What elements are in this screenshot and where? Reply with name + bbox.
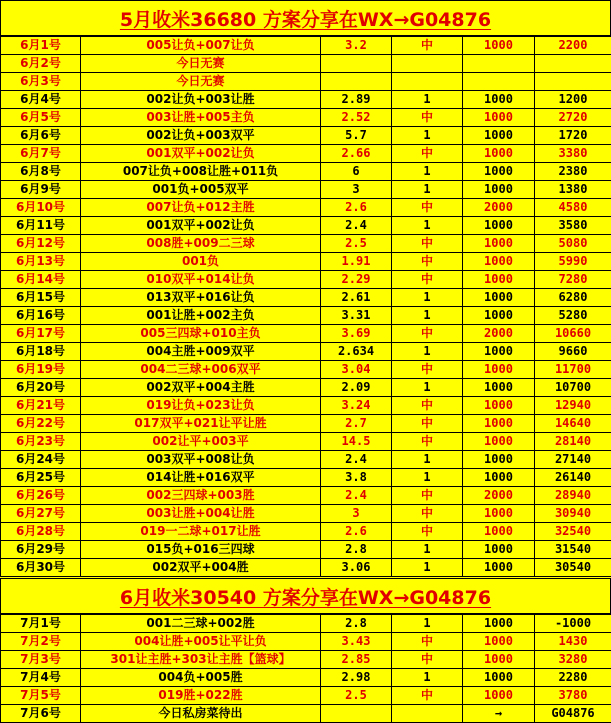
table-row [1,361,611,379]
result-cell: 中 [392,271,463,289]
table-row [1,73,611,91]
result-cell: 1 [392,127,463,145]
stake-cell: 1000 [463,343,535,361]
date-cell: 6月19号 [1,361,81,379]
stake-cell [463,73,535,91]
stake-cell: 2000 [463,199,535,217]
table-row [1,669,611,687]
plan-cell: 007让负+008让胜+011负 [81,163,321,181]
odds-cell: 2.4 [321,451,392,469]
total-cell: 1200 [535,91,611,109]
result-cell: 中 [392,687,463,705]
date-cell: 6月9号 [1,181,81,199]
odds-cell: 2.29 [321,271,392,289]
odds-cell: 1.91 [321,253,392,271]
date-cell: 7月6号 [1,705,81,723]
odds-cell [321,55,392,73]
total-cell: 10660 [535,325,611,343]
stake-cell: 1000 [463,109,535,127]
date-cell: 6月23号 [1,433,81,451]
stake-cell: 1000 [463,37,535,55]
stake-cell: → [463,705,535,723]
odds-cell: 2.6 [321,523,392,541]
total-cell: 7280 [535,271,611,289]
odds-cell: 2.66 [321,145,392,163]
table-row [1,307,611,325]
plan-cell: 今日私房菜待出 [81,705,321,723]
result-cell: 1 [392,451,463,469]
odds-cell: 3.8 [321,469,392,487]
result-cell: 中 [392,109,463,127]
result-cell: 中 [392,397,463,415]
total-cell: 30940 [535,505,611,523]
total-cell: 5280 [535,307,611,325]
date-cell: 6月1号 [1,37,81,55]
odds-cell: 3 [321,505,392,523]
total-cell: 2720 [535,109,611,127]
total-cell: 30540 [535,559,611,577]
plan-cell: 今日无赛 [81,55,321,73]
odds-cell [321,705,392,723]
date-cell: 6月20号 [1,379,81,397]
stake-cell: 1000 [463,451,535,469]
date-cell: 6月2号 [1,55,81,73]
odds-cell: 3.04 [321,361,392,379]
result-cell: 中 [392,633,463,651]
result-cell: 中 [392,235,463,253]
june-table [0,36,611,577]
date-cell: 6月22号 [1,415,81,433]
date-cell: 6月29号 [1,541,81,559]
result-cell: 中 [392,145,463,163]
result-cell: 中 [392,487,463,505]
table-row [1,523,611,541]
odds-cell: 2.634 [321,343,392,361]
stake-cell: 1000 [463,307,535,325]
date-cell: 6月30号 [1,559,81,577]
stake-cell: 1000 [463,633,535,651]
total-cell: 10700 [535,379,611,397]
date-cell: 6月16号 [1,307,81,325]
result-cell: 中 [392,415,463,433]
table-row [1,199,611,217]
stake-cell: 1000 [463,127,535,145]
date-cell: 7月4号 [1,669,81,687]
table-row [1,145,611,163]
odds-cell: 3 [321,181,392,199]
plan-cell: 004让胜+005让平让负 [81,633,321,651]
plan-cell: 001负+005双平 [81,181,321,199]
total-cell [535,73,611,91]
plan-cell: 004二三球+006双平 [81,361,321,379]
date-cell: 6月8号 [1,163,81,181]
odds-cell: 5.7 [321,127,392,145]
total-cell: -1000 [535,615,611,633]
odds-cell: 2.8 [321,615,392,633]
odds-cell: 2.8 [321,541,392,559]
total-cell: 28940 [535,487,611,505]
plan-cell: 005让负+007让负 [81,37,321,55]
odds-cell: 2.61 [321,289,392,307]
table-row [1,181,611,199]
table-row [1,271,611,289]
result-cell: 1 [392,181,463,199]
result-cell: 1 [392,559,463,577]
odds-cell: 2.4 [321,487,392,505]
plan-cell: 002让负+003双平 [81,127,321,145]
stake-cell: 1000 [463,145,535,163]
plan-cell: 017双平+021让平让胜 [81,415,321,433]
total-cell: 1430 [535,633,611,651]
stake-cell: 1000 [463,651,535,669]
plan-cell: 003双平+008让负 [81,451,321,469]
table-row [1,55,611,73]
stake-cell: 1000 [463,505,535,523]
date-cell: 7月1号 [1,615,81,633]
plan-cell: 001让胜+002主负 [81,307,321,325]
total-cell: 1380 [535,181,611,199]
stake-cell: 1000 [463,217,535,235]
table-row [1,687,611,705]
stake-cell: 1000 [463,397,535,415]
plan-cell: 301让主胜+303让主胜【篮球】 [81,651,321,669]
stake-cell: 1000 [463,433,535,451]
stake-cell: 1000 [463,615,535,633]
plan-cell: 001双平+002让负 [81,145,321,163]
total-cell [535,55,611,73]
total-cell: 31540 [535,541,611,559]
stake-cell: 1000 [463,523,535,541]
plan-cell: 013双平+016让负 [81,289,321,307]
odds-cell: 2.4 [321,217,392,235]
odds-cell: 3.69 [321,325,392,343]
result-cell: 1 [392,217,463,235]
stake-cell: 2000 [463,325,535,343]
table-row [1,633,611,651]
result-cell: 中 [392,433,463,451]
result-cell: 中 [392,199,463,217]
total-cell: 2280 [535,669,611,687]
odds-cell: 2.5 [321,235,392,253]
result-cell: 1 [392,343,463,361]
odds-cell: 3.24 [321,397,392,415]
total-cell: 4580 [535,199,611,217]
table-row [1,651,611,669]
plan-cell: 002双平+004胜 [81,559,321,577]
stake-cell: 2000 [463,487,535,505]
odds-cell: 3.06 [321,559,392,577]
result-cell: 中 [392,253,463,271]
date-cell: 6月15号 [1,289,81,307]
result-cell: 1 [392,289,463,307]
date-cell: 6月26号 [1,487,81,505]
date-cell: 6月3号 [1,73,81,91]
july-table [0,614,611,723]
stake-cell: 1000 [463,163,535,181]
odds-cell: 3.31 [321,307,392,325]
date-cell: 6月24号 [1,451,81,469]
plan-cell: 008胜+009二三球 [81,235,321,253]
result-cell: 1 [392,541,463,559]
total-cell: 3280 [535,651,611,669]
table-row [1,109,611,127]
result-cell: 中 [392,651,463,669]
date-cell: 6月11号 [1,217,81,235]
stake-cell: 1000 [463,541,535,559]
total-cell: 11700 [535,361,611,379]
table-row [1,253,611,271]
table-row [1,343,611,361]
plan-cell: 015负+016三四球 [81,541,321,559]
table-row [1,37,611,55]
table-row [1,469,611,487]
stake-cell: 1000 [463,253,535,271]
total-cell: 3580 [535,217,611,235]
total-cell: 3380 [535,145,611,163]
table-row [1,127,611,145]
plan-cell: 010双平+014让负 [81,271,321,289]
plan-cell: 019一二球+017让胜 [81,523,321,541]
table-row [1,415,611,433]
plan-cell: 002让负+003让胜 [81,91,321,109]
total-cell: 6280 [535,289,611,307]
total-cell: 5990 [535,253,611,271]
total-cell: 9660 [535,343,611,361]
table-row [1,487,611,505]
result-cell: 中 [392,361,463,379]
date-cell: 6月4号 [1,91,81,109]
total-cell: 3780 [535,687,611,705]
odds-cell: 2.85 [321,651,392,669]
total-cell: G04876 [535,705,611,723]
plan-cell: 003让胜+004让胜 [81,505,321,523]
table-row [1,217,611,235]
table-row [1,615,611,633]
odds-cell: 14.5 [321,433,392,451]
total-cell: 5080 [535,235,611,253]
total-cell: 1720 [535,127,611,145]
date-cell: 6月13号 [1,253,81,271]
banner-may-summary: 5月收米36680 方案分享在WX→G04876 [0,0,611,36]
result-cell: 1 [392,669,463,687]
odds-cell [321,73,392,91]
date-cell: 6月25号 [1,469,81,487]
odds-cell: 2.09 [321,379,392,397]
result-cell: 1 [392,469,463,487]
stake-cell: 1000 [463,379,535,397]
plan-cell: 002三四球+003胜 [81,487,321,505]
plan-cell: 004主胜+009双平 [81,343,321,361]
date-cell: 7月5号 [1,687,81,705]
date-cell: 6月6号 [1,127,81,145]
odds-cell: 2.89 [321,91,392,109]
plan-cell: 002让平+003平 [81,433,321,451]
stake-cell: 1000 [463,91,535,109]
odds-cell: 2.5 [321,687,392,705]
total-cell: 27140 [535,451,611,469]
result-cell [392,55,463,73]
stake-cell: 1000 [463,181,535,199]
plan-cell: 019让负+023让负 [81,397,321,415]
odds-cell: 2.52 [321,109,392,127]
total-cell: 28140 [535,433,611,451]
plan-cell: 004负+005胜 [81,669,321,687]
result-cell [392,73,463,91]
table-row [1,289,611,307]
odds-cell: 3.43 [321,633,392,651]
date-cell: 6月7号 [1,145,81,163]
total-cell: 2200 [535,37,611,55]
date-cell: 6月5号 [1,109,81,127]
result-cell: 中 [392,37,463,55]
plan-cell: 007让负+012主胜 [81,199,321,217]
table-row [1,451,611,469]
plan-cell: 002双平+004主胜 [81,379,321,397]
date-cell: 7月2号 [1,633,81,651]
date-cell: 6月12号 [1,235,81,253]
stake-cell: 1000 [463,415,535,433]
stake-cell: 1000 [463,361,535,379]
total-cell: 12940 [535,397,611,415]
plan-cell: 001负 [81,253,321,271]
result-cell: 1 [392,307,463,325]
table-row [1,379,611,397]
result-cell: 1 [392,163,463,181]
total-cell: 2380 [535,163,611,181]
plan-cell: 005三四球+010主负 [81,325,321,343]
date-cell: 6月21号 [1,397,81,415]
date-cell: 7月3号 [1,651,81,669]
date-cell: 6月17号 [1,325,81,343]
plan-cell: 014让胜+016双平 [81,469,321,487]
plan-cell: 001二三球+002胜 [81,615,321,633]
odds-cell: 2.98 [321,669,392,687]
result-cell: 中 [392,325,463,343]
table-row [1,397,611,415]
odds-cell: 6 [321,163,392,181]
table-row [1,705,611,723]
date-cell: 6月14号 [1,271,81,289]
plan-cell: 019胜+022胜 [81,687,321,705]
odds-cell: 3.2 [321,37,392,55]
date-cell: 6月27号 [1,505,81,523]
date-cell: 6月18号 [1,343,81,361]
odds-cell: 2.6 [321,199,392,217]
table-row [1,91,611,109]
table-row [1,505,611,523]
stake-cell: 1000 [463,669,535,687]
result-cell: 1 [392,615,463,633]
stake-cell: 1000 [463,469,535,487]
stake-cell: 1000 [463,289,535,307]
result-cell: 1 [392,91,463,109]
plan-cell: 001双平+002让负 [81,217,321,235]
table-row [1,433,611,451]
table-row [1,541,611,559]
banner-june-summary: 6月收米30540 方案分享在WX→G04876 [0,578,611,614]
odds-cell: 2.7 [321,415,392,433]
table-row [1,163,611,181]
stake-cell: 1000 [463,235,535,253]
table-row [1,235,611,253]
date-cell: 6月10号 [1,199,81,217]
stake-cell [463,55,535,73]
result-cell: 中 [392,523,463,541]
total-cell: 26140 [535,469,611,487]
stake-cell: 1000 [463,559,535,577]
plan-cell: 今日无赛 [81,73,321,91]
table-row [1,559,611,577]
table-row [1,325,611,343]
plan-cell: 003让胜+005主负 [81,109,321,127]
result-cell: 1 [392,379,463,397]
result-cell [392,705,463,723]
result-cell: 中 [392,505,463,523]
total-cell: 32540 [535,523,611,541]
stake-cell: 1000 [463,271,535,289]
stake-cell: 1000 [463,687,535,705]
total-cell: 14640 [535,415,611,433]
date-cell: 6月28号 [1,523,81,541]
